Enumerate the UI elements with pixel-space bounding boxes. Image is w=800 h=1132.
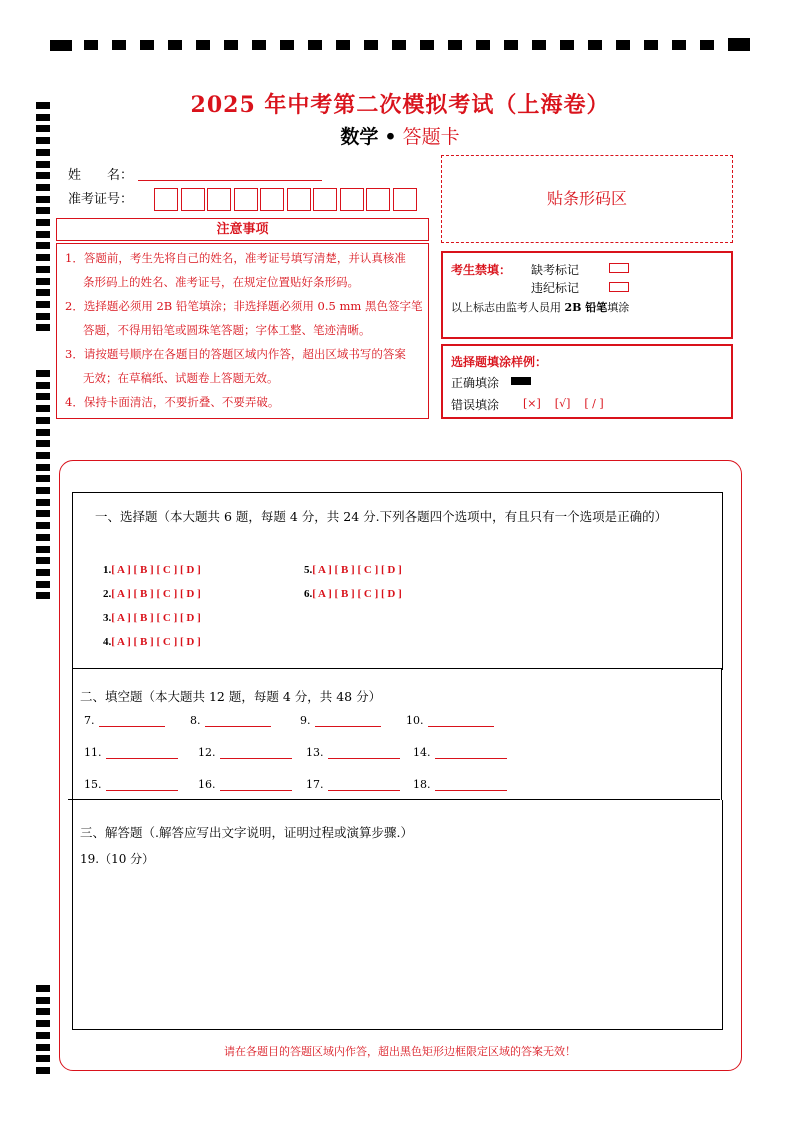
fill-blank-line[interactable]	[328, 778, 400, 791]
timing-mark	[36, 301, 50, 308]
fill-blank-item[interactable]	[84, 714, 165, 727]
notice-item: 1．答题前，考生先将自己的姓名，准考证号填写清楚，并认真核准	[65, 251, 406, 265]
id-digit-box[interactable]	[287, 188, 311, 211]
timing-mark	[36, 254, 50, 261]
fill-blank-number: 12.	[198, 746, 216, 759]
q19-label: 19.（10 分）	[80, 852, 155, 866]
timing-mark	[36, 534, 50, 541]
timing-mark	[36, 487, 50, 494]
wrong-fill-marks: [×] [√] [ / ]	[523, 397, 604, 410]
name-field[interactable]	[138, 180, 322, 181]
fill-example-title: 选择题填涂样例：	[451, 355, 548, 369]
fill-blank-number: 10.	[406, 714, 424, 727]
timing-mark	[36, 184, 50, 191]
fill-blank-item[interactable]	[84, 778, 178, 791]
notice-box	[56, 243, 429, 419]
barcode-area	[441, 155, 733, 243]
absent-checkbox[interactable]	[609, 263, 629, 273]
id-digit-box[interactable]	[207, 188, 231, 211]
notice-title-box	[56, 218, 429, 241]
notice-item: 3．请按题号顺序在各题目的答题区域内作答，超出区域书写的答案	[65, 347, 406, 361]
section-divider-1	[72, 668, 723, 669]
notice-item: 条形码上的姓名、准考证号，在规定位置贴好条形码。	[83, 275, 359, 289]
timing-mark	[36, 393, 50, 400]
timing-mark	[36, 1008, 50, 1015]
choice-q6[interactable]: 6.[ A ] [ B ] [ C ] [ D ]	[304, 588, 402, 600]
fill-blank-line[interactable]	[435, 746, 507, 759]
name-label: 姓 名：	[68, 168, 134, 183]
timing-mark	[36, 1067, 50, 1074]
forbidden-label: 考生禁填：	[451, 263, 512, 277]
choice-q2[interactable]: 2.[ A ] [ B ] [ C ] [ D ]	[103, 588, 201, 600]
fill-blank-number: 8.	[190, 714, 201, 727]
timing-mark	[36, 219, 50, 226]
fill-blank-item[interactable]	[198, 778, 292, 791]
wrong-fill-label: 错误填涂	[451, 398, 500, 412]
notice-title: 注意事项	[216, 222, 269, 237]
timing-mark	[36, 429, 50, 436]
timing-mark	[36, 557, 50, 564]
timing-mark	[36, 475, 50, 482]
fill-blank-line[interactable]	[428, 714, 494, 727]
timing-mark	[36, 499, 50, 506]
fill-blank-line[interactable]	[435, 778, 507, 791]
footer-warning: 请在各题目的答题区域内作答，超出黑色矩形边框限定区域的答案无效！	[224, 1045, 576, 1058]
timing-mark	[36, 581, 50, 588]
timing-mark	[36, 405, 50, 412]
choice-q5[interactable]: 5.[ A ] [ B ] [ C ] [ D ]	[304, 564, 402, 576]
violation-checkbox[interactable]	[609, 282, 629, 292]
id-digit-box[interactable]	[393, 188, 417, 211]
fill-blank-item[interactable]	[84, 746, 178, 759]
correct-fill-label: 正确填涂	[451, 376, 500, 390]
fill-blank-item[interactable]	[413, 746, 507, 759]
forbidden-note: 以上标志由监考人员用 2B 铅笔填涂	[451, 301, 630, 314]
timing-mark	[36, 510, 50, 517]
timing-mark	[36, 1032, 50, 1039]
fill-blank-number: 7.	[84, 714, 95, 727]
correct-fill-mark	[511, 377, 531, 385]
fill-blank-item[interactable]	[306, 746, 400, 759]
section2-right-border	[721, 668, 722, 800]
fill-blank-item[interactable]	[413, 778, 507, 791]
choice-q3[interactable]: 3.[ A ] [ B ] [ C ] [ D ]	[103, 612, 201, 624]
section2-left-border	[72, 668, 73, 800]
fill-example-box	[441, 344, 733, 419]
choice-q4[interactable]: 4.[ A ] [ B ] [ C ] [ D ]	[103, 636, 201, 648]
timing-mark	[36, 464, 50, 471]
fill-blank-number: 17.	[306, 778, 324, 791]
fill-blank-number: 18.	[413, 778, 431, 791]
fill-blank-line[interactable]	[328, 746, 400, 759]
fill-blank-line[interactable]	[220, 746, 292, 759]
timing-mark	[36, 207, 50, 214]
timing-mark	[36, 266, 50, 273]
subtitle-dot: •	[384, 126, 397, 148]
timing-mark	[36, 382, 50, 389]
timing-mark	[36, 313, 50, 320]
timing-mark	[36, 278, 50, 285]
timing-mark	[36, 172, 50, 179]
subject-label: 数学	[340, 126, 379, 148]
timing-mark	[36, 985, 50, 992]
id-digit-box[interactable]	[181, 188, 205, 211]
fill-blank-line[interactable]	[106, 746, 178, 759]
id-digit-box[interactable]	[313, 188, 337, 211]
notice-item: 无效；在草稿纸、试题卷上答题无效。	[83, 371, 279, 385]
fill-blank-line[interactable]	[220, 778, 292, 791]
timing-mark	[36, 242, 50, 249]
timing-mark	[36, 231, 50, 238]
timing-mark	[36, 546, 50, 553]
answer-card-label: 答题卡	[402, 126, 460, 148]
fill-blank-line[interactable]	[205, 714, 271, 727]
violation-label: 违纪标记	[531, 281, 580, 295]
fill-blank-number: 16.	[198, 778, 216, 791]
fill-blank-item[interactable]	[198, 746, 292, 759]
section3-title: 三、解答题（.解答应写出文字说明，证明过程或演算步骤.）	[80, 825, 413, 840]
section1-title: 一、选择题（本大题共 6 题，每题 4 分，共 24 分.下列各题四个选项中，有且只有一个选项是正确的）	[95, 509, 668, 524]
exam-title: 2025 年中考第二次模拟考试（上海卷）	[190, 92, 610, 118]
fill-blank-number: 9.	[300, 714, 311, 727]
fill-blank-item[interactable]	[406, 714, 494, 727]
timing-mark	[36, 440, 50, 447]
timing-mark	[36, 522, 50, 529]
timing-mark	[36, 161, 50, 168]
fill-blank-number: 11.	[84, 746, 102, 759]
timing-mark	[36, 569, 50, 576]
fill-blank-number: 13.	[306, 746, 324, 759]
fill-blank-item[interactable]	[190, 714, 271, 727]
timing-mark	[36, 149, 50, 156]
absent-label: 缺考标记	[531, 263, 580, 277]
timing-mark	[36, 997, 50, 1004]
fill-blank-item[interactable]	[300, 714, 381, 727]
id-digit-box[interactable]	[366, 188, 390, 211]
fill-blank-line[interactable]	[99, 714, 165, 727]
choice-q1[interactable]: 1.[ A ] [ B ] [ C ] [ D ]	[103, 564, 201, 576]
timing-mark	[36, 289, 50, 296]
fill-blank-item[interactable]	[306, 778, 400, 791]
timing-mark	[36, 196, 50, 203]
id-digit-box[interactable]	[260, 188, 284, 211]
timing-mark	[36, 324, 50, 331]
id-digit-box[interactable]	[340, 188, 364, 211]
notice-item: 4．保持卡面清洁，不要折叠、不要弄破。	[65, 395, 280, 409]
id-digit-box[interactable]	[234, 188, 258, 211]
id-label: 准考证号：	[68, 192, 134, 207]
forbidden-box	[441, 251, 733, 339]
section2-title: 二、填空题（本大题共 12 题，每题 4 分，共 48 分）	[80, 689, 382, 704]
fill-blank-line[interactable]	[106, 778, 178, 791]
timing-mark	[36, 417, 50, 424]
timing-mark	[36, 1020, 50, 1027]
exam-subtitle	[0, 122, 800, 149]
fill-blank-number: 15.	[84, 778, 102, 791]
timing-mark	[36, 592, 50, 599]
id-digit-box[interactable]	[154, 188, 178, 211]
notice-item: 答题，不得用铅笔或圆珠笔答题；字体工整、笔迹清晰。	[83, 323, 371, 337]
timing-mark	[36, 452, 50, 459]
fill-blank-number: 14.	[413, 746, 431, 759]
fill-blank-line[interactable]	[315, 714, 381, 727]
timing-mark	[36, 370, 50, 377]
barcode-label: 贴条形码区	[546, 189, 627, 208]
notice-item: 2．选择题必须用 2B 铅笔填涂；非选择题必须用 0.5 mm 黑色签字笔	[65, 299, 423, 313]
